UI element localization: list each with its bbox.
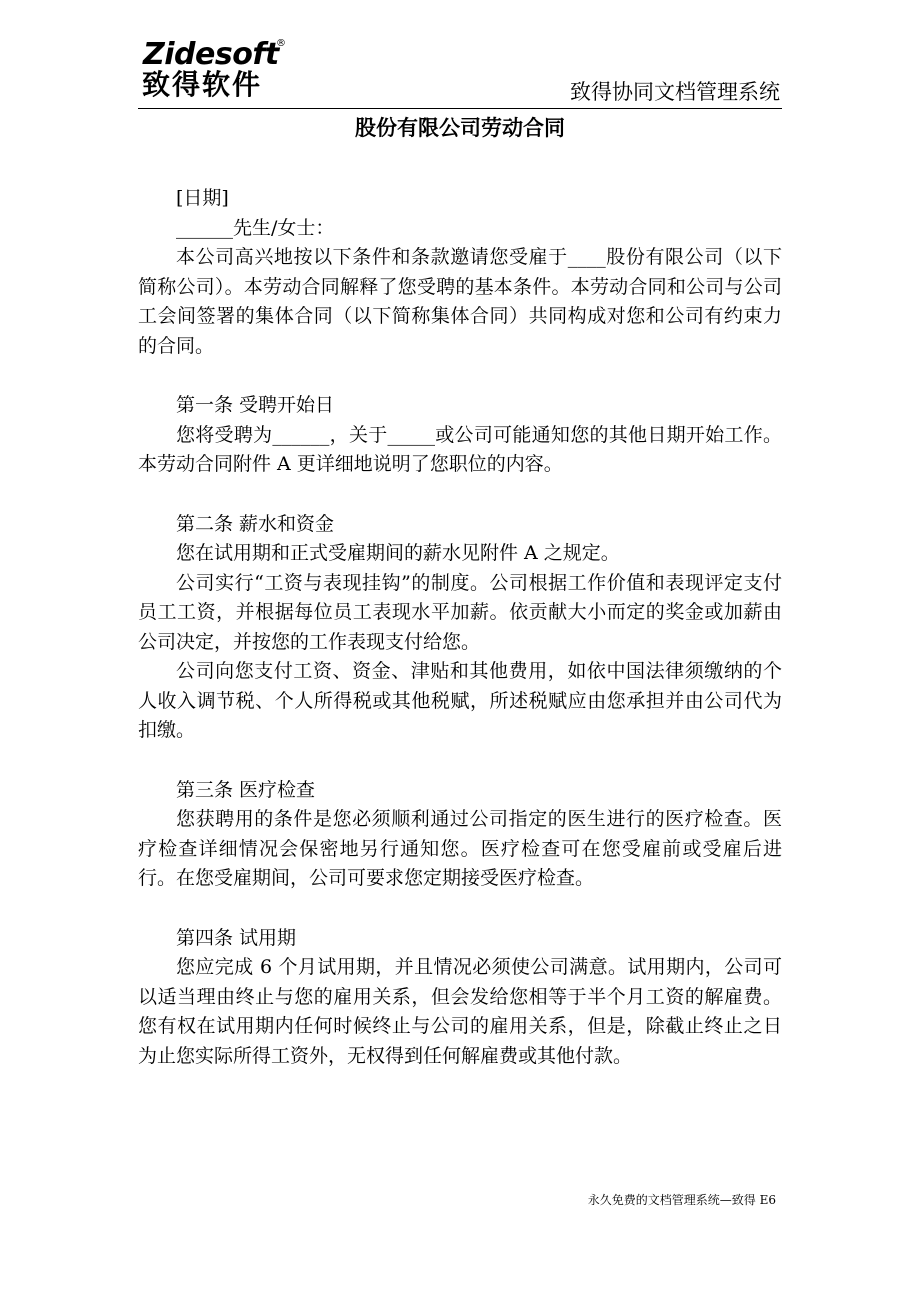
article-4-paragraph: 您应完成 6 个月试用期，并且情况必须使公司满意。试用期内，公司可以适当理由终止与您的雇用关系，但会发给您相等于半个月工资的解雇费。您有权在试用期内任何时候终止与公司的雇用关系，但是，除截止终止之日为止您实际所得工资外，无权得到任何解雇费或其他付款。 (138, 956, 782, 1067)
date-line: [日期] (176, 187, 229, 209)
article-2-paragraph: 您在试用期和正式受雇期间的薪水见附件 A 之规定。 (176, 542, 620, 564)
article-1-paragraph: 您将受聘为______，关于_____或公司可能通知您的其他日期开始工作。本劳动合同附件 A 更详细地说明了您职位的内容。 (138, 423, 782, 475)
company-logo (140, 38, 300, 100)
article-2-paragraph: 公司实行“工资与表现挂钩”的制度。公司根据工作价值和表现评定支付员工工资，并根据每位员工表现水平加薪。依贡献大小而定的奖金或加薪由公司决定，并按您的工作表现支付给您。 (138, 571, 782, 653)
article-4-heading: 第四条 试用期 (176, 926, 297, 949)
logo-chinese-text: 致得软件 (142, 68, 263, 101)
logo-latin-text: Zidesoft (143, 37, 279, 72)
article-3-heading: 第三条 医疗检查 (176, 778, 316, 801)
article-2-heading: 第二条 薪水和资金 (176, 512, 335, 535)
intro-paragraph: 本公司高兴地按以下条件和条款邀请您受雇于____股份有限公司（以下简称公司）。本劳动合同解释了您受聘的基本条件。本劳动合同和公司与公司工会间签署的集体合同（以下简称集体合同）共同构成对您和公司有约束力的合同。 (138, 246, 782, 357)
article-2-paragraph: 公司向您支付工资、资金、津贴和其他费用，如依中国法律须缴纳的个人收入调节税、个人所得税或其他税赋，所述税赋应由您承担并由公司代为扣缴。 (138, 660, 782, 741)
header-divider (138, 108, 782, 109)
footer-text: 永久免费的文档管理系统—致得 E6 (587, 1193, 776, 1207)
article-1-heading: 第一条 受聘开始日 (176, 394, 335, 416)
registered-mark: ® (276, 38, 286, 49)
article-3-paragraph: 您获聘用的条件是您必须顺利通过公司指定的医生进行的医疗检查。医疗检查详细情况会保密地另行通知您。医疗检查可在您受雇前或受雇后进行。在您受雇期间，公司可要求您定期接受医疗检查。 (138, 808, 782, 889)
document-body (138, 184, 782, 1071)
system-name: 致得协同文档管理系统 (570, 80, 780, 104)
salutation: ______先生/女士： (176, 216, 335, 239)
document-title: 股份有限公司劳动合同 (355, 116, 565, 140)
